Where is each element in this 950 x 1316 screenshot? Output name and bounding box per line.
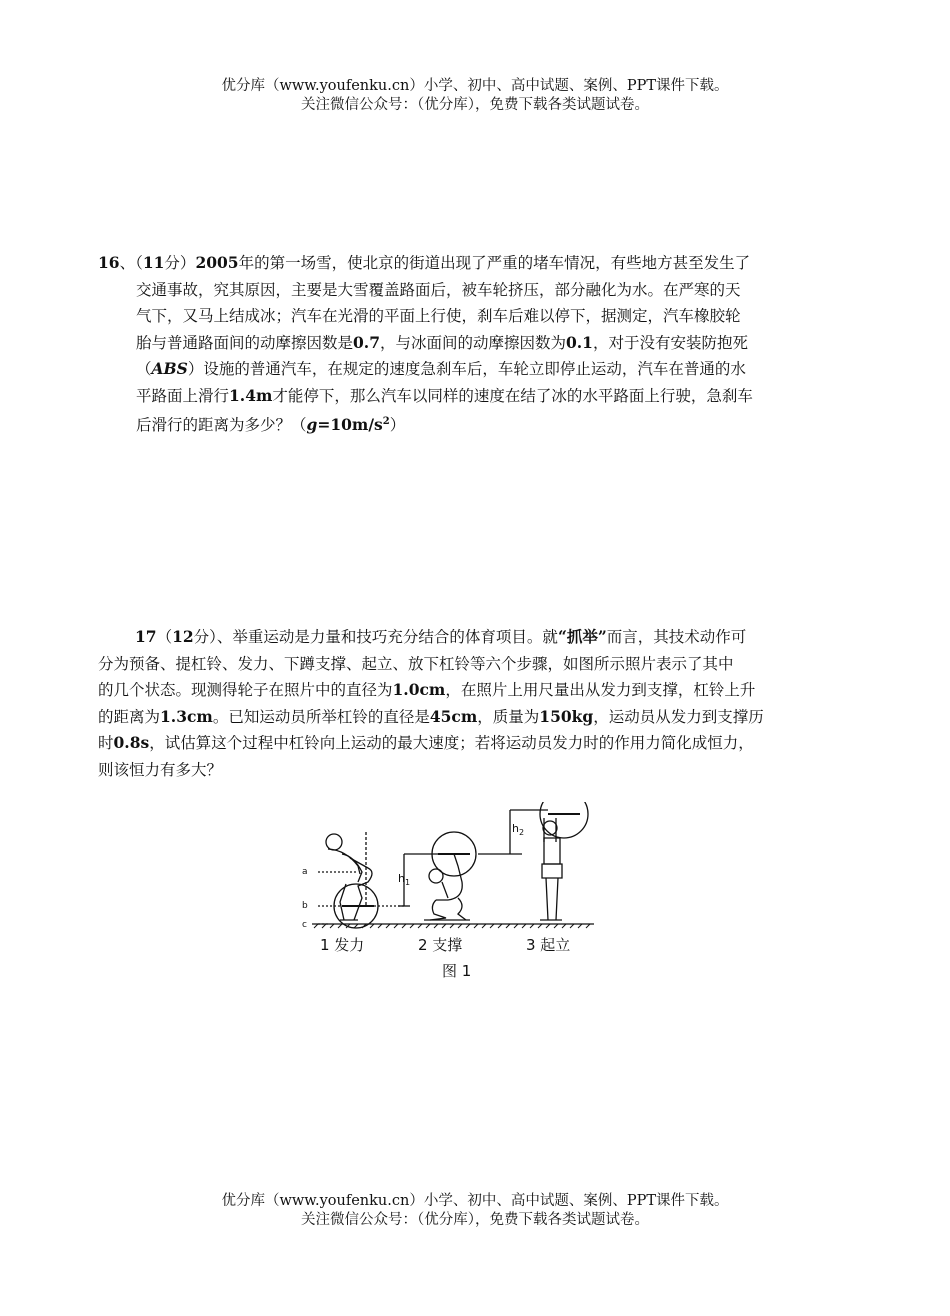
q16-year: 2005	[195, 253, 239, 272]
q16-sep: 、（	[119, 254, 143, 272]
q16-number: 16	[98, 253, 120, 272]
question-16	[98, 250, 856, 439]
q16-line-1-text: 年的第一场雪，使北京的街道出现了严重的堵车情况，有些地方甚至发生了	[238, 254, 751, 272]
question-17	[98, 624, 858, 783]
q16-mu-road: 0.7	[353, 332, 380, 352]
q17-line-5-b: ，试估算这个过程中杠铃向上运动的最大速度；若将运动员发力时的作用力简化成恒力，	[149, 734, 754, 752]
weightlifting-figure	[298, 802, 598, 987]
q17-line-2: 分为预备、提杠铃、发力、下蹲支撑、起立、放下杠铃等六个步骤，如图所示照片表示了其中	[98, 654, 734, 673]
q17-line-1-b: 而言，其技术动作可	[606, 628, 747, 646]
q17-line-5	[98, 730, 858, 757]
q16-line-5-a: （	[136, 360, 152, 378]
q17-line-5-a: 时	[98, 734, 114, 752]
page-footer	[0, 1192, 950, 1230]
q17-line-6: 则该恒力有多大？	[98, 760, 223, 779]
figure-title: 图 1	[442, 962, 472, 980]
lifter-2-figure	[424, 832, 476, 920]
q16-abs: ABS	[151, 359, 188, 378]
q16-distance: 1.4m	[229, 385, 273, 405]
q16-line-4-a: 胎与普通路面间的动摩擦因数是	[136, 333, 354, 352]
q16-line-5-b: ）设施的普通汽车，在规定的速度急刹车后，车轮立即停止运动，汽车在普通的水	[187, 360, 746, 378]
page-header	[0, 77, 950, 115]
label-c: c	[302, 920, 307, 930]
q17-line-4-c: ，质量为	[477, 707, 540, 726]
q16-line-3: 气下，又马上结成冰；汽车在光滑的平面上行使，刹车后难以停下，据测定，汽车橡胶轮	[136, 307, 741, 325]
q17-line-3-b: ，在照片上用尺量出从发力到支撑，杠铃上升	[445, 681, 756, 699]
figure-drawing	[298, 802, 598, 987]
label-b: b	[302, 901, 308, 911]
q17-line-4	[98, 704, 858, 731]
q16-g-value: =10m/s	[317, 415, 383, 435]
q17-line-4-a: 的距离为	[98, 707, 161, 726]
q17-line-3	[98, 677, 858, 704]
q16-line-7	[98, 409, 856, 439]
q17-line-4-b: 。已知运动员所举杠铃的直径是	[212, 707, 430, 726]
q17-paren-open: （	[156, 628, 173, 646]
lifter-3-figure	[540, 802, 588, 920]
q17-photo-height: 1.3cm	[160, 706, 213, 726]
q16-g-symbol: g	[306, 415, 318, 435]
q17-number: 17	[135, 627, 157, 646]
q16-line-1	[98, 250, 856, 277]
q17-line-4-d: ，运动员从发力到支撑历	[593, 707, 764, 726]
q16-line-6-a: 平路面上滑行	[136, 386, 230, 405]
q16-g-exponent: 2	[382, 416, 390, 427]
q16-line-4-c: ，对于没有安装防抱死	[592, 333, 748, 352]
q17-photo-diameter: 1.0cm	[392, 680, 446, 699]
lifter-1-figure	[326, 834, 378, 928]
q17-quote: “抓举”	[557, 627, 607, 646]
q16-points-suffix: 分）	[164, 254, 196, 272]
label-h2: $h_2$	[512, 822, 525, 837]
q16-line-4-b: ，与冰面间的动摩擦因数为	[379, 333, 566, 352]
header-line-1: 优分库（www.youfenku.cn）小学、初中、高中试题、案例、PPT课件下载。	[221, 78, 729, 94]
q16-line-2: 交通事故，究其原因，主要是大雪覆盖路面后，被车轮挤压，部分融化为水。在严寒的天	[136, 280, 741, 299]
q16-mu-ice: 0.1	[566, 332, 593, 352]
footer-line-2: 关注微信公众号：（优分库），免费下载各类试题试卷。	[301, 1212, 649, 1228]
header-line-2: 关注微信公众号：（优分库），免费下载各类试题试卷。	[301, 97, 649, 113]
q16-line-5	[98, 356, 856, 383]
q16-line-6	[98, 383, 856, 410]
label-h1: $h_1$	[398, 872, 411, 887]
q17-real-diameter: 45cm	[429, 706, 478, 726]
footer-line-1: 优分库（www.youfenku.cn）小学、初中、高中试题、案例、PPT课件下载。	[221, 1193, 729, 1209]
caption-2: 2 支撑	[418, 936, 463, 954]
caption-3: 3 起立	[526, 936, 571, 954]
q16-points: 11	[142, 253, 165, 272]
label-a: a	[302, 867, 308, 877]
q17-line-1	[98, 624, 858, 651]
q17-line-1-a: 分）、举重运动是力量和技巧充分结合的体育项目。就	[193, 628, 558, 646]
q17-points: 12	[172, 627, 194, 646]
q17-mass: 150kg	[539, 706, 594, 726]
q16-line-7-a: 后滑行的距离为多少？（	[136, 416, 307, 435]
q16-line-7-b: ）	[389, 416, 406, 435]
q17-line-3-a: 的几个状态。现测得轮子在照片中的直径为	[98, 681, 393, 699]
q16-line-4	[98, 330, 856, 357]
q17-time: 0.8s	[113, 733, 150, 752]
q16-line-6-b: 才能停下，那么汽车以同样的速度在结了冰的水平路面上行驶，急刹车	[272, 386, 753, 405]
caption-1: 1 发力	[320, 936, 365, 954]
